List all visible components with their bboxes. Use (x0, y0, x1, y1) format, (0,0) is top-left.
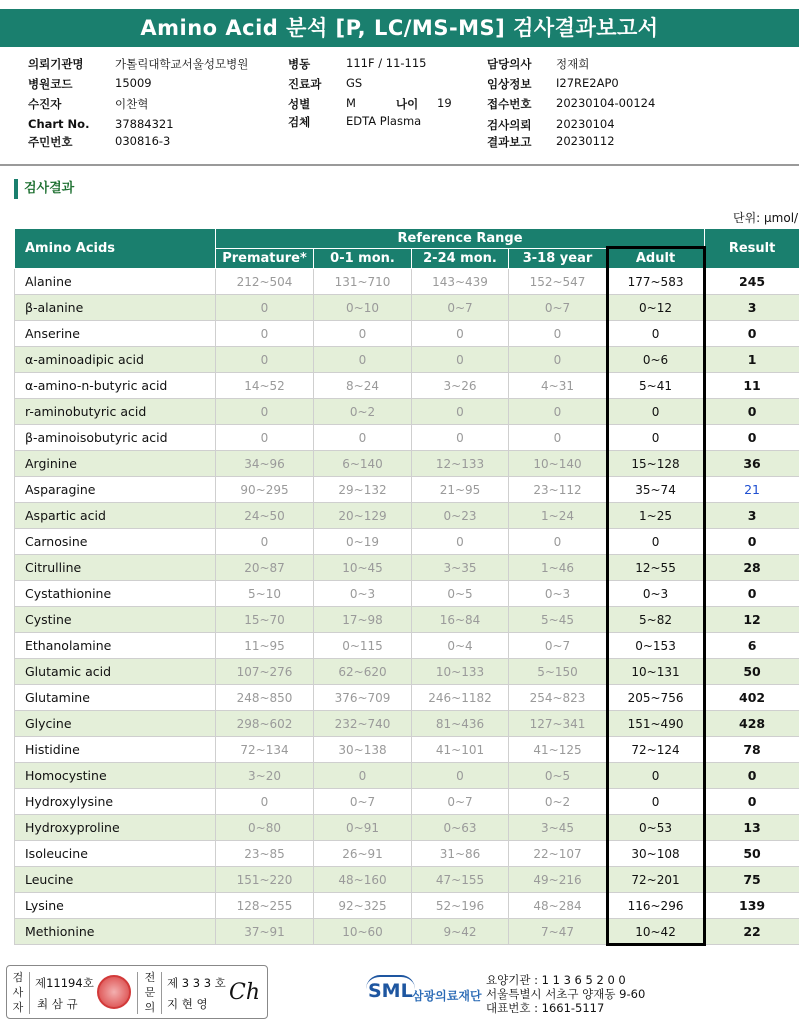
report-title: Amino Acid 분석 [P, LC/MS-MS] 검사결과보고서 (0, 9, 799, 47)
header-result: Result (705, 229, 799, 269)
ref-0-1-mon: 376~709 (314, 685, 412, 711)
result-value: 50 (705, 659, 799, 685)
result-value: 50 (705, 841, 799, 867)
amino-acid-name: Leucine (15, 867, 216, 893)
separator (137, 972, 138, 1014)
table-row (15, 763, 799, 789)
amino-acid-name: Asparagine (15, 477, 216, 503)
handwritten-signature: Ch (229, 980, 261, 1005)
ref-0-1-mon: 26~91 (314, 841, 412, 867)
table-row (15, 373, 799, 399)
info-value: GS (346, 76, 363, 90)
ref-0-1-mon: 10~45 (314, 555, 412, 581)
ref-3-18-year: 0~3 (509, 581, 607, 607)
result-value: 21 (705, 477, 799, 503)
info-value: 19 (437, 96, 452, 110)
header-3-18-year: 3-18 year (509, 249, 607, 269)
results-table-wrap (14, 228, 799, 945)
ref-premature: 14~52 (216, 373, 314, 399)
info-value: 15009 (115, 76, 152, 90)
result-value: 13 (705, 815, 799, 841)
ref-3-18-year: 0 (509, 399, 607, 425)
ref-0-1-mon: 8~24 (314, 373, 412, 399)
info-label: 임상정보 (487, 77, 532, 91)
ref-premature: 20~87 (216, 555, 314, 581)
ref-adult: 0 (607, 321, 705, 347)
ref-adult: 0~6 (607, 347, 705, 373)
ref-premature: 151~220 (216, 867, 314, 893)
ref-2-24-mon: 0~7 (412, 295, 509, 321)
info-label: 진료과 (288, 77, 322, 91)
ref-0-1-mon: 62~620 (314, 659, 412, 685)
amino-acid-name: r-aminobutyric acid (15, 399, 216, 425)
ref-2-24-mon: 0~7 (412, 789, 509, 815)
ref-3-18-year: 0 (509, 347, 607, 373)
result-value: 0 (705, 763, 799, 789)
ref-0-1-mon: 131~710 (314, 269, 412, 295)
amino-acid-name: Glutamic acid (15, 659, 216, 685)
amino-acid-name: β-alanine (15, 295, 216, 321)
ref-2-24-mon: 31~86 (412, 841, 509, 867)
ref-premature: 15~70 (216, 607, 314, 633)
info-label: 검사의뢰 (487, 118, 532, 132)
ref-adult: 12~55 (607, 555, 705, 581)
specialist-label: 전문의 (144, 971, 156, 1014)
amino-acid-name: Hydroxyproline (15, 815, 216, 841)
ref-2-24-mon: 81~436 (412, 711, 509, 737)
ref-0-1-mon: 6~140 (314, 451, 412, 477)
result-value: 3 (705, 295, 799, 321)
ref-2-24-mon: 0 (412, 399, 509, 425)
amino-acid-name: Glutamine (15, 685, 216, 711)
ref-2-24-mon: 0 (412, 425, 509, 451)
info-value: 111F / 11-115 (346, 56, 427, 70)
result-value: 139 (705, 893, 799, 919)
table-row (15, 347, 799, 373)
ref-3-18-year: 5~45 (509, 607, 607, 633)
ref-2-24-mon: 0 (412, 529, 509, 555)
result-value: 0 (705, 581, 799, 607)
ref-3-18-year: 23~112 (509, 477, 607, 503)
ref-0-1-mon: 0~115 (314, 633, 412, 659)
ref-premature: 5~10 (216, 581, 314, 607)
ref-adult: 0~3 (607, 581, 705, 607)
logo-mark: SML (366, 975, 415, 1003)
amino-acid-name: Citrulline (15, 555, 216, 581)
info-label: 담당의사 (487, 57, 532, 71)
ref-premature: 0~80 (216, 815, 314, 841)
ref-premature: 37~91 (216, 919, 314, 945)
ref-3-18-year: 0 (509, 321, 607, 347)
result-value: 78 (705, 737, 799, 763)
amino-acid-name: Ethanolamine (15, 633, 216, 659)
info-label: 주민번호 (28, 135, 73, 149)
ref-2-24-mon: 0 (412, 347, 509, 373)
ref-3-18-year: 41~125 (509, 737, 607, 763)
table-row (15, 581, 799, 607)
ref-premature: 0 (216, 529, 314, 555)
amino-acid-name: Cystathionine (15, 581, 216, 607)
examiner-license: 제11194호 (35, 976, 94, 990)
info-value: 정재희 (556, 57, 590, 71)
table-row (15, 321, 799, 347)
ref-adult: 5~41 (607, 373, 705, 399)
separator (29, 972, 30, 1014)
ref-3-18-year: 152~547 (509, 269, 607, 295)
amino-acid-name: Histidine (15, 737, 216, 763)
table-row (15, 451, 799, 477)
ref-premature: 0 (216, 399, 314, 425)
ref-adult: 5~82 (607, 607, 705, 633)
ref-2-24-mon: 12~133 (412, 451, 509, 477)
ref-3-18-year: 4~31 (509, 373, 607, 399)
result-value: 245 (705, 269, 799, 295)
ref-adult: 151~490 (607, 711, 705, 737)
patient-info (0, 56, 799, 156)
ref-2-24-mon: 47~155 (412, 867, 509, 893)
result-value: 12 (705, 607, 799, 633)
ref-adult: 72~124 (607, 737, 705, 763)
ref-premature: 23~85 (216, 841, 314, 867)
ref-0-1-mon: 20~129 (314, 503, 412, 529)
ref-adult: 72~201 (607, 867, 705, 893)
info-value: M (346, 96, 356, 110)
ref-premature: 3~20 (216, 763, 314, 789)
ref-adult: 10~131 (607, 659, 705, 685)
table-row (15, 815, 799, 841)
address-block (486, 973, 645, 1015)
result-value: 0 (705, 425, 799, 451)
ref-premature: 0 (216, 347, 314, 373)
info-label: 병동 (288, 57, 311, 71)
info-value: 20230104-00124 (556, 96, 656, 110)
ref-3-18-year: 0~5 (509, 763, 607, 789)
header-adult: Adult (607, 249, 705, 269)
ref-adult: 0 (607, 529, 705, 555)
ref-0-1-mon: 48~160 (314, 867, 412, 893)
ref-adult: 10~42 (607, 919, 705, 945)
info-label: 접수번호 (487, 97, 532, 111)
ref-3-18-year: 3~45 (509, 815, 607, 841)
ref-3-18-year: 1~24 (509, 503, 607, 529)
ref-3-18-year: 0~2 (509, 789, 607, 815)
examiner-label: 검사자 (12, 971, 24, 1014)
table-row (15, 529, 799, 555)
table-row (15, 425, 799, 451)
table-row (15, 555, 799, 581)
ref-0-1-mon: 10~60 (314, 919, 412, 945)
info-value: 이찬혁 (115, 97, 149, 111)
ref-3-18-year: 10~140 (509, 451, 607, 477)
ref-adult: 116~296 (607, 893, 705, 919)
ref-3-18-year: 0 (509, 529, 607, 555)
ref-2-24-mon: 0 (412, 763, 509, 789)
amino-acid-name: Arginine (15, 451, 216, 477)
ref-adult: 1~25 (607, 503, 705, 529)
ref-0-1-mon: 0 (314, 321, 412, 347)
ref-0-1-mon: 0 (314, 347, 412, 373)
ref-3-18-year: 5~150 (509, 659, 607, 685)
ref-0-1-mon: 92~325 (314, 893, 412, 919)
ref-2-24-mon: 41~101 (412, 737, 509, 763)
header-amino-acids: Amino Acids (15, 229, 216, 269)
table-row (15, 477, 799, 503)
ref-premature: 34~96 (216, 451, 314, 477)
amino-acid-name: Carnosine (15, 529, 216, 555)
info-label: 검체 (288, 115, 311, 129)
table-row (15, 633, 799, 659)
table-row (15, 269, 799, 295)
ref-2-24-mon: 143~439 (412, 269, 509, 295)
ref-adult: 30~108 (607, 841, 705, 867)
info-value: 37884321 (115, 117, 174, 131)
header-premature: Premature* (216, 249, 314, 269)
table-row (15, 789, 799, 815)
ref-0-1-mon: 0~2 (314, 399, 412, 425)
ref-premature: 0 (216, 789, 314, 815)
ref-premature: 72~134 (216, 737, 314, 763)
result-value: 1 (705, 347, 799, 373)
ref-0-1-mon: 232~740 (314, 711, 412, 737)
table-row (15, 711, 799, 737)
result-value: 75 (705, 867, 799, 893)
ref-3-18-year: 1~46 (509, 555, 607, 581)
address-line: 대표번호 : 1661-5117 (486, 1001, 605, 1015)
amino-acid-name: Isoleucine (15, 841, 216, 867)
result-value: 28 (705, 555, 799, 581)
ref-adult: 0~53 (607, 815, 705, 841)
amino-acid-name: Hydroxylysine (15, 789, 216, 815)
ref-2-24-mon: 0~23 (412, 503, 509, 529)
table-row (15, 919, 799, 945)
ref-adult: 177~583 (607, 269, 705, 295)
table-row (15, 295, 799, 321)
ref-adult: 205~756 (607, 685, 705, 711)
amino-acid-name: α-aminoadipic acid (15, 347, 216, 373)
info-label: 결과보고 (487, 135, 532, 149)
divider (0, 164, 799, 166)
info-value: 가톨릭대학교서울성모병원 (115, 57, 249, 71)
ref-adult: 0 (607, 789, 705, 815)
info-value: 20230104 (556, 117, 615, 131)
info-value: 20230112 (556, 134, 615, 148)
result-value: 3 (705, 503, 799, 529)
separator (161, 972, 162, 1014)
ref-0-1-mon: 0~3 (314, 581, 412, 607)
ref-adult: 0 (607, 763, 705, 789)
amino-acid-name: Lysine (15, 893, 216, 919)
ref-adult: 35~74 (607, 477, 705, 503)
result-value: 22 (705, 919, 799, 945)
ref-premature: 107~276 (216, 659, 314, 685)
amino-acid-name: Cystine (15, 607, 216, 633)
info-label: 성별 (288, 97, 311, 111)
amino-acid-name: β-aminoisobutyric acid (15, 425, 216, 451)
ref-3-18-year: 127~341 (509, 711, 607, 737)
info-value: EDTA Plasma (346, 114, 422, 128)
ref-adult: 0~12 (607, 295, 705, 321)
ref-premature: 0 (216, 425, 314, 451)
ref-adult: 15~128 (607, 451, 705, 477)
ref-premature: 24~50 (216, 503, 314, 529)
ref-premature: 90~295 (216, 477, 314, 503)
ref-3-18-year: 0~7 (509, 633, 607, 659)
ref-2-24-mon: 21~95 (412, 477, 509, 503)
unit-label: 단위: μmol/ (733, 211, 799, 225)
result-value: 0 (705, 399, 799, 425)
ref-0-1-mon: 0 (314, 425, 412, 451)
result-value: 6 (705, 633, 799, 659)
amino-acid-name: Anserine (15, 321, 216, 347)
ref-adult: 0 (607, 425, 705, 451)
ref-2-24-mon: 9~42 (412, 919, 509, 945)
result-value: 11 (705, 373, 799, 399)
ref-adult: 0 (607, 399, 705, 425)
info-label: 수진자 (28, 97, 62, 111)
ref-2-24-mon: 0~4 (412, 633, 509, 659)
ref-0-1-mon: 29~132 (314, 477, 412, 503)
table-row (15, 867, 799, 893)
ref-3-18-year: 0 (509, 425, 607, 451)
ref-premature: 298~602 (216, 711, 314, 737)
examiner-name: 최 삼 규 (37, 997, 78, 1011)
info-value: I27RE2AP0 (556, 76, 619, 90)
ref-2-24-mon: 10~133 (412, 659, 509, 685)
amino-acid-name: Glycine (15, 711, 216, 737)
table-row (15, 399, 799, 425)
ref-0-1-mon: 0~10 (314, 295, 412, 321)
info-label: Chart No. (28, 117, 90, 131)
header-0-1-mon: 0-1 mon. (314, 249, 412, 269)
table-row (15, 737, 799, 763)
table-row (15, 503, 799, 529)
ref-premature: 212~504 (216, 269, 314, 295)
header-reference-range: Reference Range (216, 229, 705, 249)
amino-acid-name: Alanine (15, 269, 216, 295)
ref-2-24-mon: 3~26 (412, 373, 509, 399)
ref-premature: 0 (216, 321, 314, 347)
ref-2-24-mon: 52~196 (412, 893, 509, 919)
ref-premature: 11~95 (216, 633, 314, 659)
ref-2-24-mon: 16~84 (412, 607, 509, 633)
ref-premature: 0 (216, 295, 314, 321)
result-value: 0 (705, 321, 799, 347)
amino-acid-name: Methionine (15, 919, 216, 945)
ref-3-18-year: 7~47 (509, 919, 607, 945)
ref-adult: 0~153 (607, 633, 705, 659)
ref-3-18-year: 22~107 (509, 841, 607, 867)
ref-2-24-mon: 0~63 (412, 815, 509, 841)
ref-0-1-mon: 0~91 (314, 815, 412, 841)
ref-3-18-year: 48~284 (509, 893, 607, 919)
table-row (15, 893, 799, 919)
amino-acid-name: Homocystine (15, 763, 216, 789)
header-2-24-mon: 2-24 mon. (412, 249, 509, 269)
specialist-name: 지 현 영 (167, 997, 208, 1011)
ref-3-18-year: 254~823 (509, 685, 607, 711)
address-line: 요양기관 : 1 1 3 6 5 2 0 0 (486, 973, 626, 987)
info-label: 의뢰기관명 (28, 57, 84, 71)
result-value: 0 (705, 789, 799, 815)
table-row (15, 841, 799, 867)
result-value: 428 (705, 711, 799, 737)
ref-0-1-mon: 17~98 (314, 607, 412, 633)
amino-acid-name: α-amino-n-butyric acid (15, 373, 216, 399)
table-row (15, 659, 799, 685)
info-label: 나이 (396, 97, 419, 111)
result-value: 0 (705, 529, 799, 555)
info-label: 병원코드 (28, 77, 73, 91)
ref-0-1-mon: 0~7 (314, 789, 412, 815)
ref-premature: 128~255 (216, 893, 314, 919)
table-row (15, 607, 799, 633)
ref-0-1-mon: 0 (314, 763, 412, 789)
address-line: 서울특별시 서초구 양재동 9-60 (486, 987, 646, 1001)
result-value: 36 (705, 451, 799, 477)
results-table (14, 228, 799, 945)
ref-premature: 248~850 (216, 685, 314, 711)
specialist-license: 제 3 3 3 호 (167, 976, 226, 990)
result-value: 402 (705, 685, 799, 711)
ref-3-18-year: 0~7 (509, 295, 607, 321)
logo-org-name: 삼광의료재단 (412, 989, 482, 1003)
ref-2-24-mon: 3~35 (412, 555, 509, 581)
table-row (15, 685, 799, 711)
ref-2-24-mon: 0~5 (412, 581, 509, 607)
signature-box (6, 965, 268, 1019)
ref-2-24-mon: 246~1182 (412, 685, 509, 711)
ref-0-1-mon: 0~19 (314, 529, 412, 555)
seal-stamp-icon (97, 975, 131, 1009)
ref-0-1-mon: 30~138 (314, 737, 412, 763)
info-value: 030816-3 (115, 134, 171, 148)
ref-3-18-year: 49~216 (509, 867, 607, 893)
ref-2-24-mon: 0 (412, 321, 509, 347)
section-title: 검사결과 (14, 179, 74, 199)
amino-acid-name: Aspartic acid (15, 503, 216, 529)
